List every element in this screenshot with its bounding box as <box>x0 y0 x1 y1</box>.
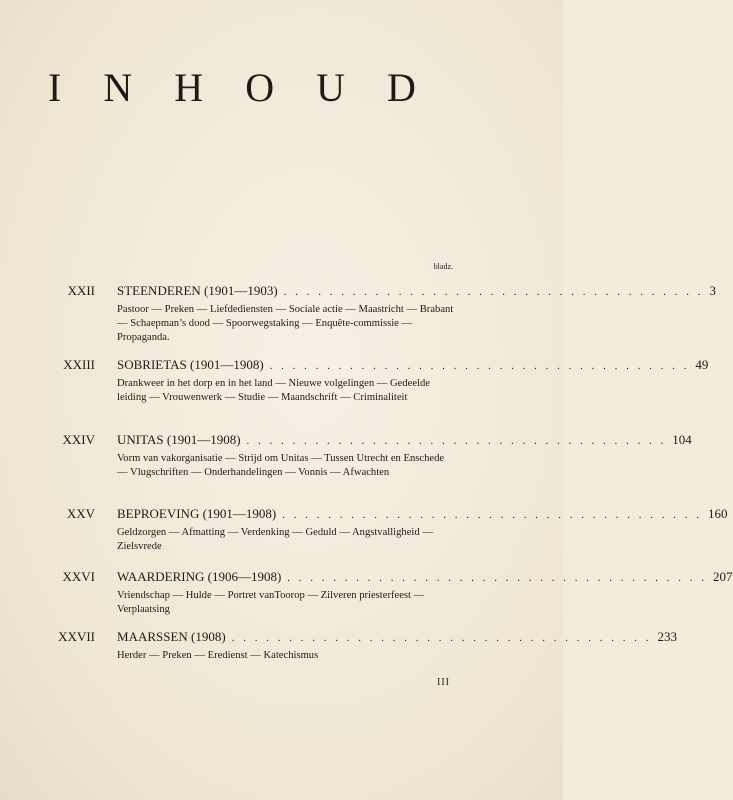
chapter-topics: Vriendschap — Hulde — Portret vanToorop — Zilveren priesterfeest — Verplaatsing <box>117 590 425 615</box>
title-letter: O <box>245 65 275 110</box>
chapter-heading <box>117 629 677 645</box>
title-letter: U <box>316 65 346 110</box>
chapter-heading <box>117 569 733 585</box>
chapter-title: WAARDERING (1906—1908) <box>117 569 282 584</box>
page-column-label: bladz. <box>433 262 453 271</box>
dot-leader: . . . . . . . . . . . . . . . . . . . . . . . . . . . . . . . . . . . . . <box>231 632 652 644</box>
chapter-title: BEPROEVING (1901—1908) <box>117 506 277 521</box>
chapter-title: STEENDEREN (1901—1903) <box>117 283 278 298</box>
page-folio: III <box>437 677 450 688</box>
chapter-heading <box>117 506 728 522</box>
title-letter: H <box>174 65 204 110</box>
dot-leader: . . . . . . . . . . . . . . . . . . . . . . . . . . . . . . . . . . . . . <box>269 360 690 372</box>
chapter-page: 233 <box>657 629 677 644</box>
chapter-topics: Drankweer in het dorp en in het land — Nieuwe volgelingen — Gedeelde leiding — Vrouwenwerk — Studie — Maandschrift — Criminaliteit <box>117 378 431 403</box>
chapter-number: XXIII <box>63 357 95 372</box>
title-letter: D <box>387 65 416 110</box>
chapter-topics: Geldzorgen — Afmatting — Verdenking — Geduld — Angstvalligheid — Zielsvrede <box>117 527 433 552</box>
dot-leader: . . . . . . . . . . . . . . . . . . . . . . . . . . . . . . . . . . . . . <box>282 509 702 521</box>
chapter-topics: Vorm van vakorganisatie — Strijd om Unitas — Tussen Utrecht en Enschede — Vlugschriften — Onderhandelingen — Vonnis — Afwachten <box>117 453 445 478</box>
dot-leader: . . . . . . . . . . . . . . . . . . . . . . . . . . . . . . . . . . . . . <box>287 572 708 584</box>
chapter-number: XXIV <box>62 432 95 447</box>
chapter-page: 207 <box>713 569 733 584</box>
title-letter: I <box>48 65 62 110</box>
dot-leader: . . . . . . . . . . . . . . . . . . . . . . . . . . . . . . . . . . . . . <box>246 435 667 447</box>
chapter-heading <box>117 357 709 373</box>
chapter-topics: Pastoor — Preken — Liefdediensten — Sociale actie — Maastricht — Brabant — Schaepman’s dood — Spoorwegstaking — Enquête-commissie — Propaganda. <box>117 304 454 343</box>
chapter-page: 3 <box>709 283 716 298</box>
chapter-title: SOBRIETAS (1901—1908) <box>117 357 264 372</box>
chapter-page: 49 <box>695 357 709 372</box>
chapter-title: MAARSSEN (1908) <box>117 629 226 644</box>
chapter-number: XXVI <box>62 569 95 584</box>
title-letter: N <box>103 65 133 110</box>
chapter-topics: Herder — Preken — Eredienst — Katechismus <box>117 650 319 661</box>
chapter-number: XXII <box>67 283 95 298</box>
chapter-number: XXV <box>66 506 95 521</box>
chapter-page: 160 <box>708 506 728 521</box>
chapter-number: XXVII <box>58 629 95 644</box>
chapter-heading <box>117 432 692 448</box>
chapter-title: UNITAS (1901—1908) <box>117 432 241 447</box>
chapter-page: 104 <box>672 432 692 447</box>
dot-leader: . . . . . . . . . . . . . . . . . . . . . . . . . . . . . . . . . . . . . <box>283 286 704 298</box>
chapter-heading <box>117 283 716 299</box>
page-title <box>48 64 458 111</box>
